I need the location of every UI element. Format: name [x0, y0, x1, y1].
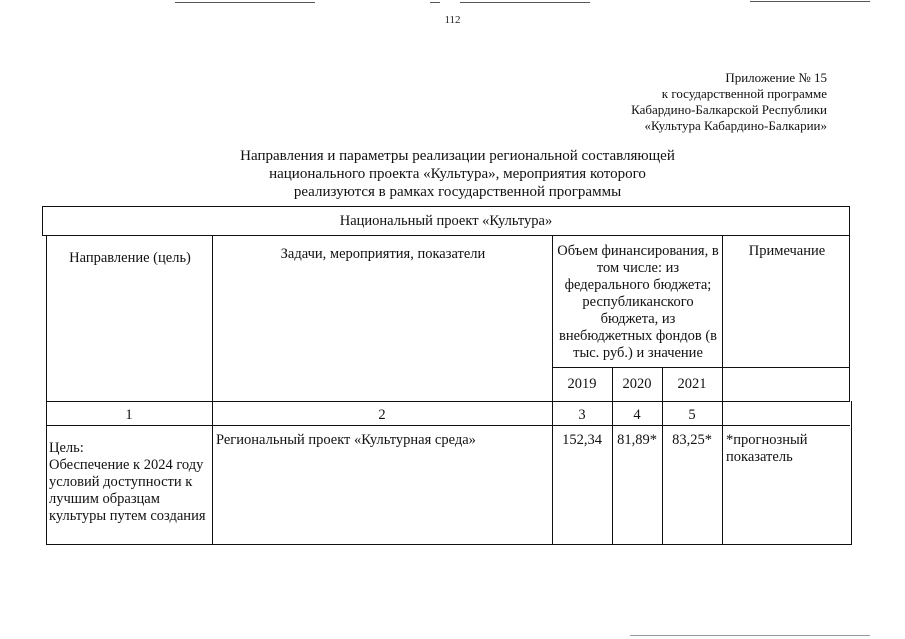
- appendix-line-1: Приложение № 15: [725, 70, 827, 85]
- col-number-5: 5: [688, 407, 696, 423]
- appendix-line-4: «Культура Кабардино-Балкарии»: [644, 118, 827, 133]
- col-number-2: 2: [378, 407, 386, 423]
- row-value-2021: 83,25*: [672, 432, 712, 448]
- document-title: [200, 147, 715, 201]
- title-line-1: Направления и параметры реализации региональной составляющей: [240, 148, 675, 164]
- colnum-top-rule: [46, 401, 850, 402]
- years-top-rule: [552, 367, 850, 368]
- header-rule: [42, 235, 850, 236]
- col-header-funding: Объем финансирования, в том числе: из федерального бюджета; республиканского бюджета, из внебюджетных фондов (в тыс. руб.) и значение: [557, 243, 719, 361]
- col-number-4: 4: [633, 407, 641, 423]
- row-task: Региональный проект «Культурная среда»: [216, 432, 476, 448]
- col-number-1: 1: [125, 407, 133, 423]
- project-header: Национальный проект «Культура»: [339, 213, 553, 229]
- row-value-2019: 152,34: [562, 432, 602, 448]
- scan-line-top-1: [175, 2, 315, 3]
- row-note: *прогнозный показатель: [726, 432, 808, 465]
- table-border-right-bottom: [851, 401, 852, 545]
- scan-line-bottom: [630, 635, 870, 636]
- col-header-note: Примечание: [748, 243, 826, 259]
- colnum-bottom-rule: [46, 425, 850, 426]
- title-line-3: реализуются в рамках государственной программы: [293, 184, 622, 200]
- appendix-line-2: к государственной программе: [661, 86, 827, 101]
- col-divider-1: [212, 235, 213, 545]
- scan-line-top-2: [430, 2, 440, 3]
- col-header-tasks: Задачи, мероприятия, показатели: [280, 246, 486, 262]
- appendix-line-3: Кабардино-Балкарской Республики: [631, 102, 827, 117]
- row-direction: Цель: Обеспечение к 2024 году условий доступности к лучшим образцам культуры путем создания: [49, 440, 206, 524]
- table-border-right-top: [849, 206, 850, 402]
- col-divider-4: [662, 367, 663, 545]
- page-number: 112: [444, 14, 461, 26]
- year-2021: 2021: [677, 376, 707, 392]
- title-line-2: национального проекта «Культура», мероприятия которого: [269, 166, 646, 182]
- col-divider-3: [612, 367, 613, 545]
- table-border-top: [42, 206, 850, 207]
- year-2020: 2020: [622, 376, 652, 392]
- year-2019: 2019: [567, 376, 597, 392]
- scan-line-top-4: [750, 1, 870, 2]
- table-border-bottom: [46, 544, 852, 545]
- col-divider-5: [722, 235, 723, 545]
- appendix-header: [631, 70, 827, 134]
- col-header-direction: Направление (цель): [69, 250, 191, 266]
- row-value-2020: 81,89*: [617, 432, 657, 448]
- col-number-3: 3: [578, 407, 586, 423]
- scan-line-top-3: [460, 2, 590, 3]
- projects-table: [42, 206, 852, 546]
- table-border-left: [46, 235, 47, 545]
